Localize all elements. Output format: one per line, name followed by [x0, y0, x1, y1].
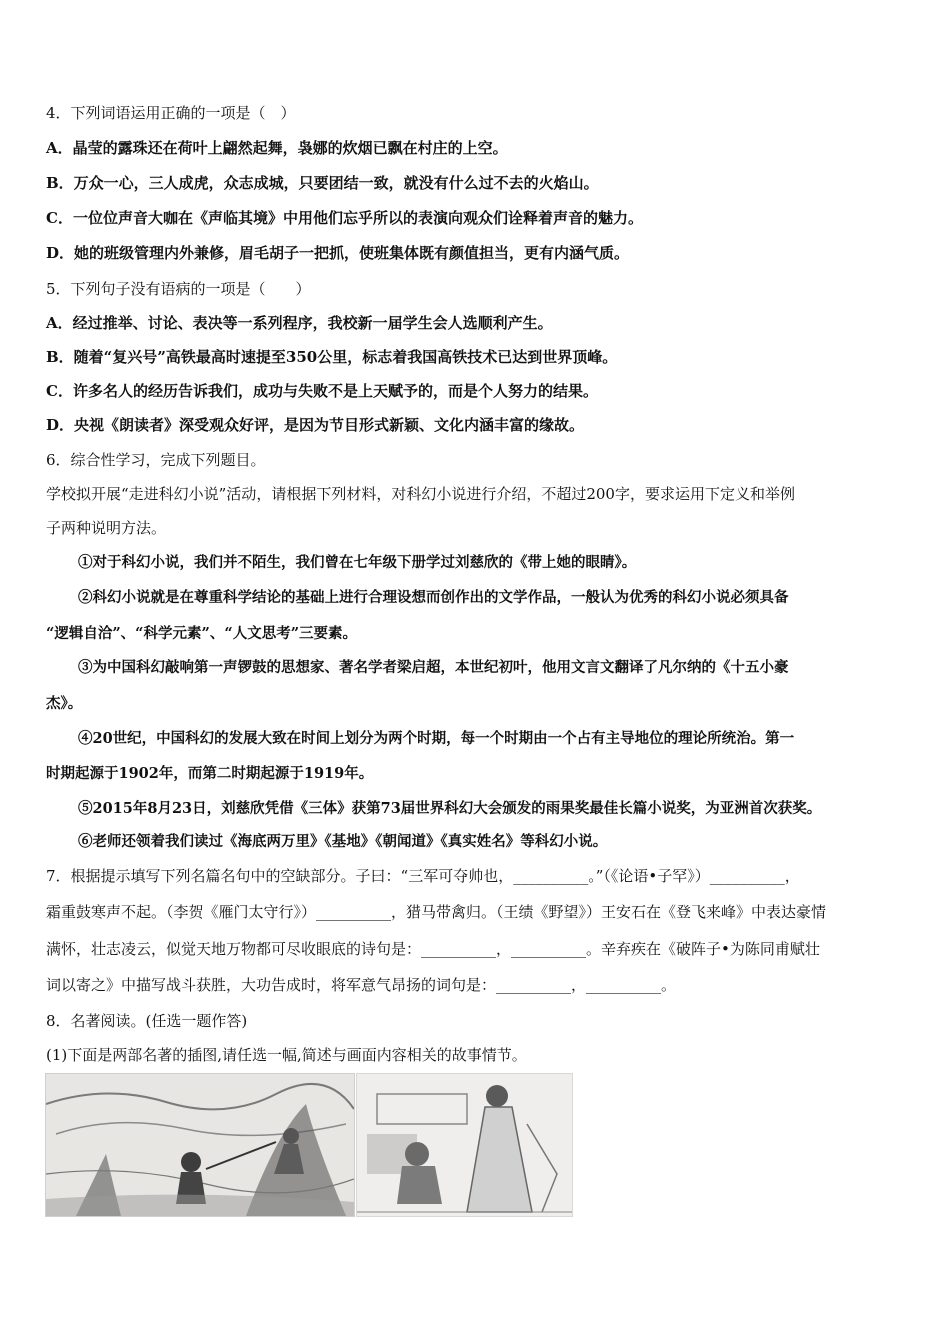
- q6-prompt-line-2: 子两种说明方法。: [46, 519, 167, 537]
- q6-prompt-line-1: 学校拟开展“走进科幻小说”活动，请根据下列材料，对科幻小说进行介绍，不超过200字，要求运用下定义和举例: [46, 485, 795, 503]
- q6-material-4-line-1: ④20世纪，中国科幻的发展大致在时间上划分为两个时期，每一个时期由一个占有主导地位的理论所统治。第一: [78, 730, 795, 747]
- q7-line-4: 词以寄之》中描写战斗获胜，大功告成时，将军意气昂扬的词句是：__________，__________。: [46, 976, 677, 994]
- q4-option-c: C．一位位声音大咖在《声临其境》中用他们忘乎所以的表演向观众们诠释着声音的魅力。: [46, 209, 643, 227]
- q6-material-4-line-2: 时期起源于1902年，而第二时期起源于1919年。: [46, 765, 374, 782]
- q5-stem: 5．下列句子没有语病的一项是（ ）: [46, 280, 311, 298]
- q6-material-6: ⑥老师还领着我们读过《海底两万里》《基地》《朝闻道》《真实姓名》等科幻小说。: [78, 833, 608, 850]
- q6-material-5: ⑤2015年8月23日，刘慈欣凭借《三体》获第73届世界科幻大会颁发的雨果奖最佳长篇小说奖，为亚洲首次获奖。: [78, 800, 822, 817]
- q6-material-1: ①对于科幻小说，我们并不陌生，我们曾在七年级下册学过刘慈欣的《带上她的眼睛》。: [78, 554, 637, 571]
- q4-option-b: B．万众一心，三人成虎，众志成城，只要团结一致，就没有什么过不去的火焰山。: [46, 174, 599, 192]
- q7-line-3: 满怀，壮志凌云，似觉天地万物都可尽收眼底的诗句是：__________，__________。辛弃疾在《破阵子•为陈同甫赋壮: [46, 940, 820, 958]
- q6-material-2-line-1: ②科幻小说就是在尊重科学结论的基础上进行合理设想而创作出的文学作品，一般认为优秀的科幻小说必须具备: [78, 589, 789, 606]
- q7-line-2: 霜重鼓寒声不起。（李贺《雁门太守行》）__________，猎马带禽归。（王绩《野望》）王安石在《登飞来峰》中表达豪情: [46, 903, 827, 921]
- q5-option-c: C．许多名人的经历告诉我们，成功与失败不是上天赋予的，而是个人努力的结果。: [46, 382, 598, 400]
- q5-option-b: B．随着“复兴号”高铁最高时速提至350公里，标志着我国高铁技术已达到世界顶峰。: [46, 348, 618, 366]
- q6-material-3-line-2: 杰》。: [46, 695, 83, 712]
- q8-sub-question-1: (1)下面是两部名著的插图,请任选一幅,简述与画面内容相关的故事情节。: [46, 1046, 527, 1064]
- q8-stem: 8．名著阅读。(任选一题作答): [46, 1012, 248, 1030]
- illustration-right: [356, 1073, 573, 1217]
- q4-stem: 4．下列词语运用正确的一项是（ ）: [46, 104, 296, 122]
- q6-stem: 6．综合性学习，完成下列题目。: [46, 451, 266, 469]
- q6-material-3-line-1: ③为中国科幻敲响第一声锣鼓的思想家、著名学者梁启超，本世纪初叶，他用文言文翻译了凡尔纳的《十五小豪: [78, 659, 789, 676]
- q5-option-d: D．央视《朗读者》深受观众好评，是因为节目形式新颖、文化内涵丰富的缘故。: [46, 416, 585, 434]
- q5-option-a: A．经过推举、讨论、表决等一系列程序，我校新一届学生会人选顺利产生。: [46, 314, 553, 332]
- q4-option-a: A．晶莹的露珠还在荷叶上翩然起舞，袅娜的炊烟已飘在村庄的上空。: [46, 139, 508, 157]
- q4-option-d: D．她的班级管理内外兼修，眉毛胡子一把抓，使班集体既有颜值担当，更有内涵气质。: [46, 244, 630, 262]
- illustration-left: [45, 1073, 355, 1217]
- q7-line-1: 7．根据提示填写下列名篇名句中的空缺部分。子曰：“三军可夺帅也，__________。”（《论语•子罕》）__________，: [46, 867, 800, 885]
- q6-material-2-line-2: “逻辑自洽”、“科学元素”、“人文思考”三要素。: [46, 625, 358, 642]
